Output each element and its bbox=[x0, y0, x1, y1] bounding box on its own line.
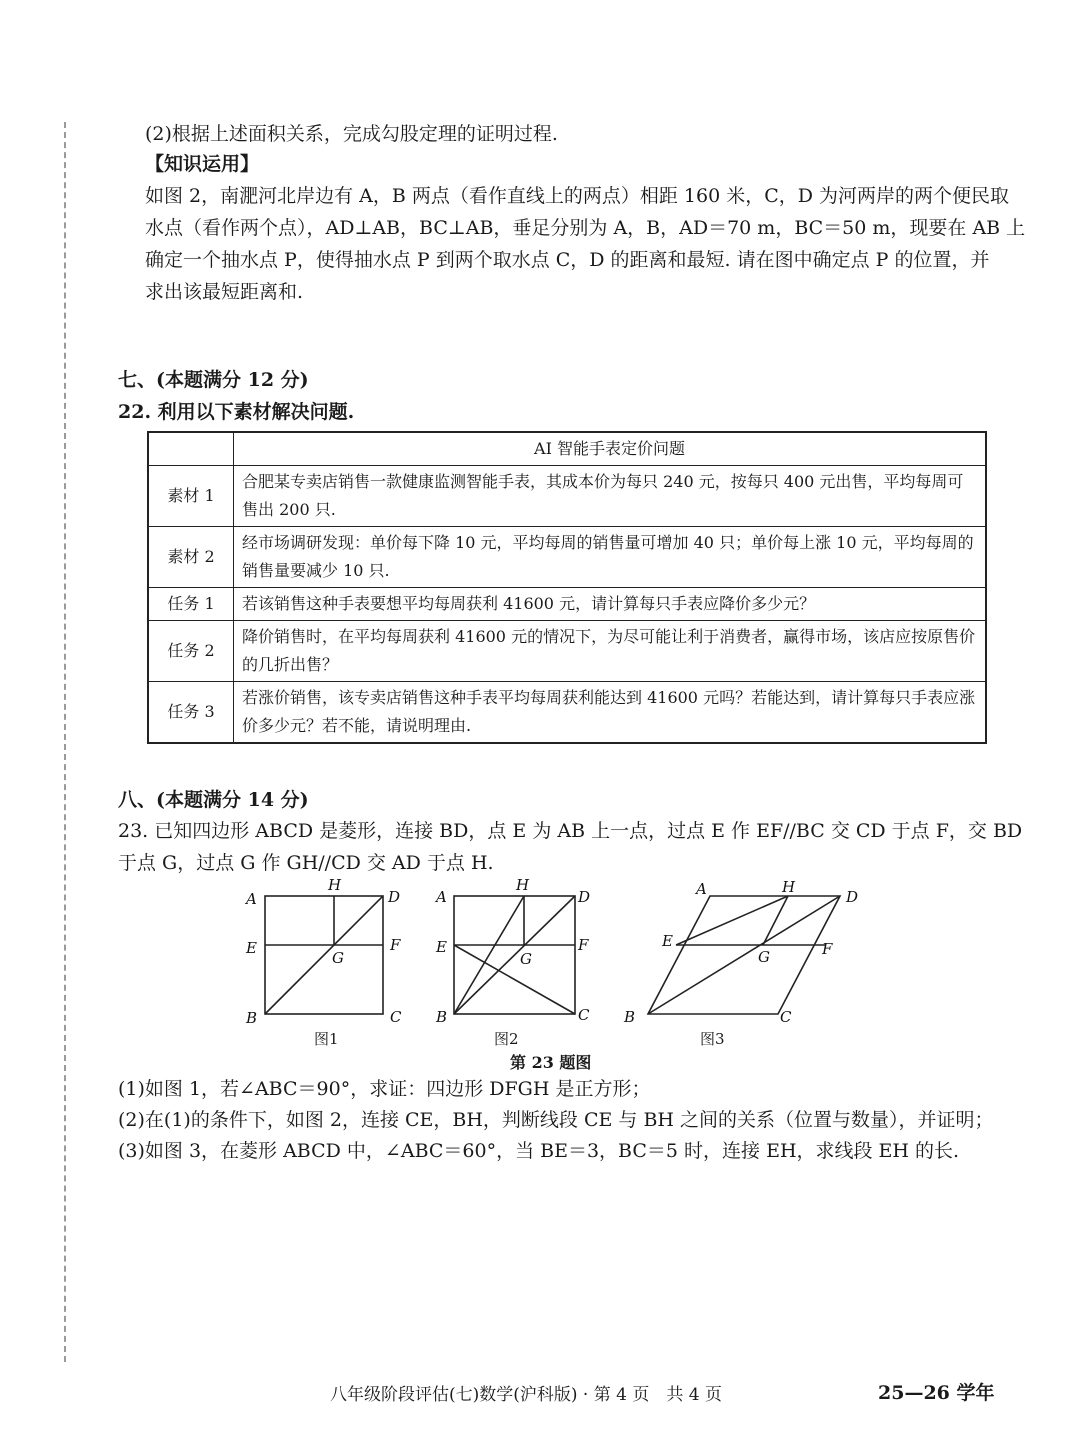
row-label: 任务 3 bbox=[148, 682, 234, 744]
paragraph-line: 水点（看作两个点），AD⊥AB，BC⊥AB，垂足分别为 A，B，AD＝70 m，BC＝50 m，现要在 AB 上 bbox=[145, 217, 1026, 239]
section-7-title: 七、(本题满分 12 分) bbox=[118, 369, 309, 391]
question-23-line: 于点 G，过点 G 作 GH//CD 交 AD 于点 H. bbox=[118, 852, 494, 874]
label-C: C bbox=[780, 1008, 792, 1026]
question-22: 22. 利用以下素材解决问题. bbox=[118, 401, 355, 423]
label-F: F bbox=[578, 936, 589, 954]
label-B: B bbox=[436, 1008, 448, 1026]
label-H: H bbox=[328, 876, 342, 894]
label-E: E bbox=[246, 939, 257, 957]
part-1-question: (1)如图 1，若∠ABC＝90°，求证：四边形 DFGH 是正方形； bbox=[118, 1078, 651, 1100]
label-C: C bbox=[578, 1006, 590, 1024]
row-label: 任务 2 bbox=[148, 621, 234, 682]
label-C: C bbox=[390, 1008, 402, 1026]
table-row bbox=[148, 682, 986, 744]
label-D: D bbox=[388, 888, 401, 906]
label-D: D bbox=[846, 888, 859, 906]
figure-1-caption: 图1 bbox=[314, 1030, 339, 1048]
label-E: E bbox=[662, 932, 673, 950]
figure-2-caption: 图2 bbox=[494, 1030, 519, 1048]
label-A: A bbox=[696, 880, 707, 898]
table-row bbox=[148, 527, 986, 588]
row-text: 若该销售这种手表要想平均每周获利 41600 元，请计算每只手表应降价多少元？ bbox=[234, 588, 987, 621]
label-E: E bbox=[436, 938, 447, 956]
label-G: G bbox=[520, 950, 532, 968]
label-F: F bbox=[822, 940, 833, 958]
table-header: AI 智能手表定价问题 bbox=[234, 432, 987, 466]
figure-2 bbox=[432, 876, 602, 1026]
binding-margin-line bbox=[64, 122, 66, 1362]
figure-1 bbox=[240, 876, 410, 1026]
page-footer: 八年级阶段评估(七)数学(沪科版) · 第 4 页 共 4 页 bbox=[330, 1385, 722, 1405]
label-B: B bbox=[246, 1009, 258, 1026]
table-row bbox=[148, 621, 986, 682]
row-text: 降价销售时，在平均每周获利 41600 元的情况下，为尽可能让利于消费者，赢得市场，该店应按原售价的几折出售？ bbox=[234, 621, 987, 682]
label-H: H bbox=[782, 878, 796, 896]
paragraph-line: 求出该最短距离和. bbox=[145, 281, 304, 303]
row-text: 若涨价销售，该专卖店销售这种手表平均每周获利能达到 41600 元吗？若能达到，请计算每只手表应涨价多少元？若不能，请说明理由. bbox=[234, 682, 987, 744]
academic-year: 25—26 学年 bbox=[878, 1382, 995, 1404]
label-A: A bbox=[436, 888, 447, 906]
row-label: 素材 2 bbox=[148, 527, 234, 588]
paragraph-line: 如图 2，南淝河北岸边有 A，B 两点（看作直线上的两点）相距 160 米，C，D 为河两岸的两个便民取 bbox=[145, 185, 1010, 207]
paragraph-line: 确定一个抽水点 P，使得抽水点 P 到两个取水点 C，D 的距离和最短. 请在图中确定点 P 的位置，并 bbox=[145, 249, 990, 271]
figure-3-caption: 图3 bbox=[700, 1030, 725, 1048]
label-D: D bbox=[578, 888, 591, 906]
row-text: 经市场调研发现：单价每下降 10 元，平均每周的销售量可增加 40 只；单价每上涨 10 元，平均每周的销售量要减少 10 只. bbox=[234, 527, 987, 588]
label-G: G bbox=[332, 949, 344, 967]
part-3-question: (3)如图 3，在菱形 ABCD 中，∠ABC＝60°，当 BE＝3，BC＝5 时，连接 EH，求线段 EH 的长. bbox=[118, 1140, 960, 1162]
section-8-title: 八、(本题满分 14 分) bbox=[118, 789, 309, 811]
table-row bbox=[148, 466, 986, 527]
table-row bbox=[148, 588, 986, 621]
table-corner-cell bbox=[148, 432, 234, 466]
figure-3 bbox=[618, 876, 868, 1026]
label-A: A bbox=[246, 890, 257, 908]
row-text: 合肥某专卖店销售一款健康监测智能手表，其成本价为每只 240 元，按每只 400 元出售，平均每周可售出 200 只. bbox=[234, 466, 987, 527]
part-2-text: (2)根据上述面积关系，完成勾股定理的证明过程. bbox=[145, 123, 558, 145]
knowledge-heading: 【知识运用】 bbox=[145, 153, 260, 175]
figure-group-caption: 第 23 题图 bbox=[510, 1053, 592, 1072]
row-label: 素材 1 bbox=[148, 466, 234, 527]
material-table bbox=[147, 431, 987, 744]
table-header-row bbox=[148, 432, 986, 466]
row-label: 任务 1 bbox=[148, 588, 234, 621]
label-G: G bbox=[758, 948, 770, 966]
label-F: F bbox=[390, 936, 401, 954]
question-23-line: 23. 已知四边形 ABCD 是菱形，连接 BD，点 E 为 AB 上一点，过点 E 作 EF//BC 交 CD 于点 F，交 BD bbox=[118, 820, 1023, 842]
label-B: B bbox=[624, 1008, 636, 1026]
label-H: H bbox=[516, 876, 530, 894]
part-2-question: (2)在(1)的条件下，如图 2，连接 CE，BH，判断线段 CE 与 BH 之间的关系（位置与数量），并证明； bbox=[118, 1109, 994, 1131]
